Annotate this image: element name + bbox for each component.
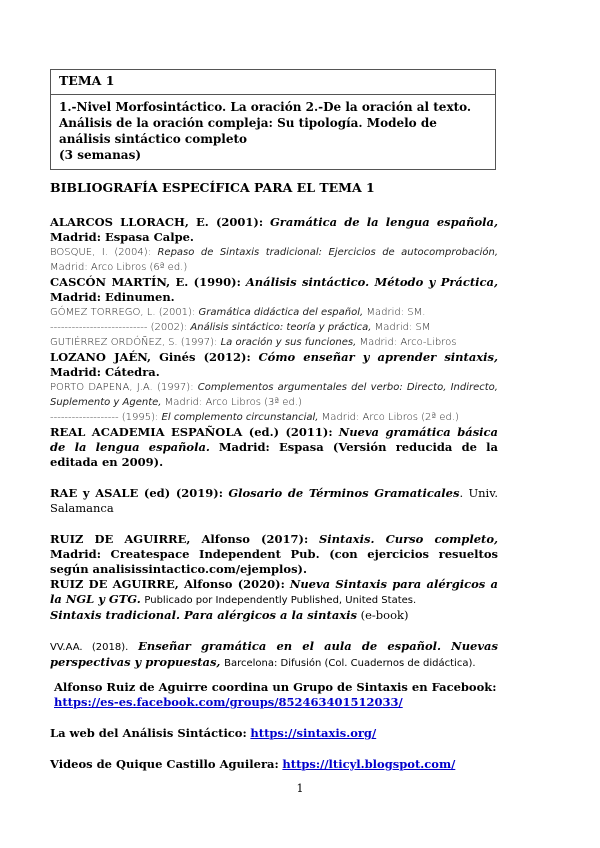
bib-entry-ruiz-2020: RUIZ DE AGUIRRE, Alfonso (2020): Nueva Sintaxis para alérgicos a la NGL y GTG. Publicado por Independently Published, United States.	[50, 577, 499, 606]
bibliography-heading: BIBLIOGRAFÍA ESPECÍFICA PARA EL TEMA 1	[50, 180, 375, 195]
web-note	[50, 726, 498, 741]
bib-entry-gutierrez: GUTIÉRREZ ORDÓÑEZ, S. (1997): La oración y sus funciones, Madrid: Arco-Libros	[50, 337, 457, 348]
page-number: 1	[296, 782, 304, 795]
bib-entry-rae-asale: RAE y ASALE (ed) (2019): Glosario de Términos Gramaticales. Univ. Salamanca	[50, 486, 499, 515]
topic-description	[51, 95, 495, 169]
bib-entry-bosque: BOSQUE, I. (2004): Repaso de Sintaxis tradicional: Ejercicios de autocomprobación, Madrid: Arco Libros (6ª ed.)	[50, 247, 498, 273]
videos-label: Videos de Quique Castillo Aguilera:	[50, 757, 279, 771]
bib-entry-rae: REAL ACADEMIA ESPAÑOLA (ed.) (2011): Nueva gramática básica de la lengua española. Madrid: Espasa (Versión reducida de la editada en 2009).	[50, 425, 498, 469]
bibliography-section	[50, 180, 498, 772]
bib-entry-vvaa: VV.AA. (2018). Enseñar gramática en el aula de español. Nuevas perspectivas y propuestas, Barcelona: Difusión (Col. Cuadernos de didáctica).	[50, 639, 498, 669]
web-label: La web del Análisis Sintáctico:	[50, 726, 247, 740]
bib-entry-gomez-2001: GÓMEZ TORREGO, L. (2001): Gramática didáctica del español, Madrid: SM.	[50, 307, 426, 318]
sintaxis-web-link[interactable]: https://sintaxis.org/	[250, 726, 377, 740]
bib-entry-alarcos: ALARCOS LLORACH, E. (2001): Gramática de la lengua española, Madrid: Espasa Calpe.	[50, 215, 498, 244]
facebook-note-text: Alfonso Ruiz de Aguirre coordina un Grupo de Sintaxis en Facebook:	[54, 680, 497, 694]
bib-entry-porto-1997: PORTO DAPENA, J.A. (1997): Complementos argumentales del verbo: Directo, Indirecto, Suplemento y Agente, Madrid: Arco Libros (3ª ed.)	[50, 382, 498, 408]
bib-entry-porto-1995: ------------------- (1995): El complemento circunstancial, Madrid: Arco Libros (2ª ed.)	[50, 412, 459, 423]
topic-title: TEMA 1	[51, 70, 495, 95]
topic-box	[50, 69, 496, 170]
bib-entry-ruiz-ebook: Sintaxis tradicional. Para alérgicos a la sintaxis (e-book)	[50, 608, 409, 622]
facebook-group-link[interactable]: https://es-es.facebook.com/groups/852463401512033/	[54, 695, 403, 709]
bib-entry-lozano: LOZANO JAÉN, Ginés (2012): Cómo enseñar y aprender sintaxis, Madrid: Cátedra.	[50, 350, 498, 379]
topic-duration: (3 semanas)	[59, 148, 142, 162]
videos-blog-link[interactable]: https://lticyl.blogspot.com/	[282, 757, 456, 771]
bib-entry-ruiz-2017: RUIZ DE AGUIRRE, Alfonso (2017): Sintaxis. Curso completo, Madrid: Createspace Independent Pub. (con ejercicios resueltos según analisissintactico.com/ejemplos).	[50, 532, 499, 576]
bib-entry-gomez-2002: --------------------------- (2002): Análisis sintáctico: teoría y práctica, Madrid: SM	[50, 322, 431, 333]
facebook-note	[50, 680, 498, 710]
topic-description-text: 1.-Nivel Morfosintáctico. La oración 2.-De la oración al texto. Análisis de la oración compleja: Su tipología. Modelo de análisis sintáctico completo	[59, 100, 472, 146]
videos-note	[50, 757, 498, 772]
bib-entry-cascon: CASCÓN MARTÍN, E. (1990): Análisis sintáctico. Método y Práctica, Madrid: Edinumen.	[50, 275, 499, 304]
